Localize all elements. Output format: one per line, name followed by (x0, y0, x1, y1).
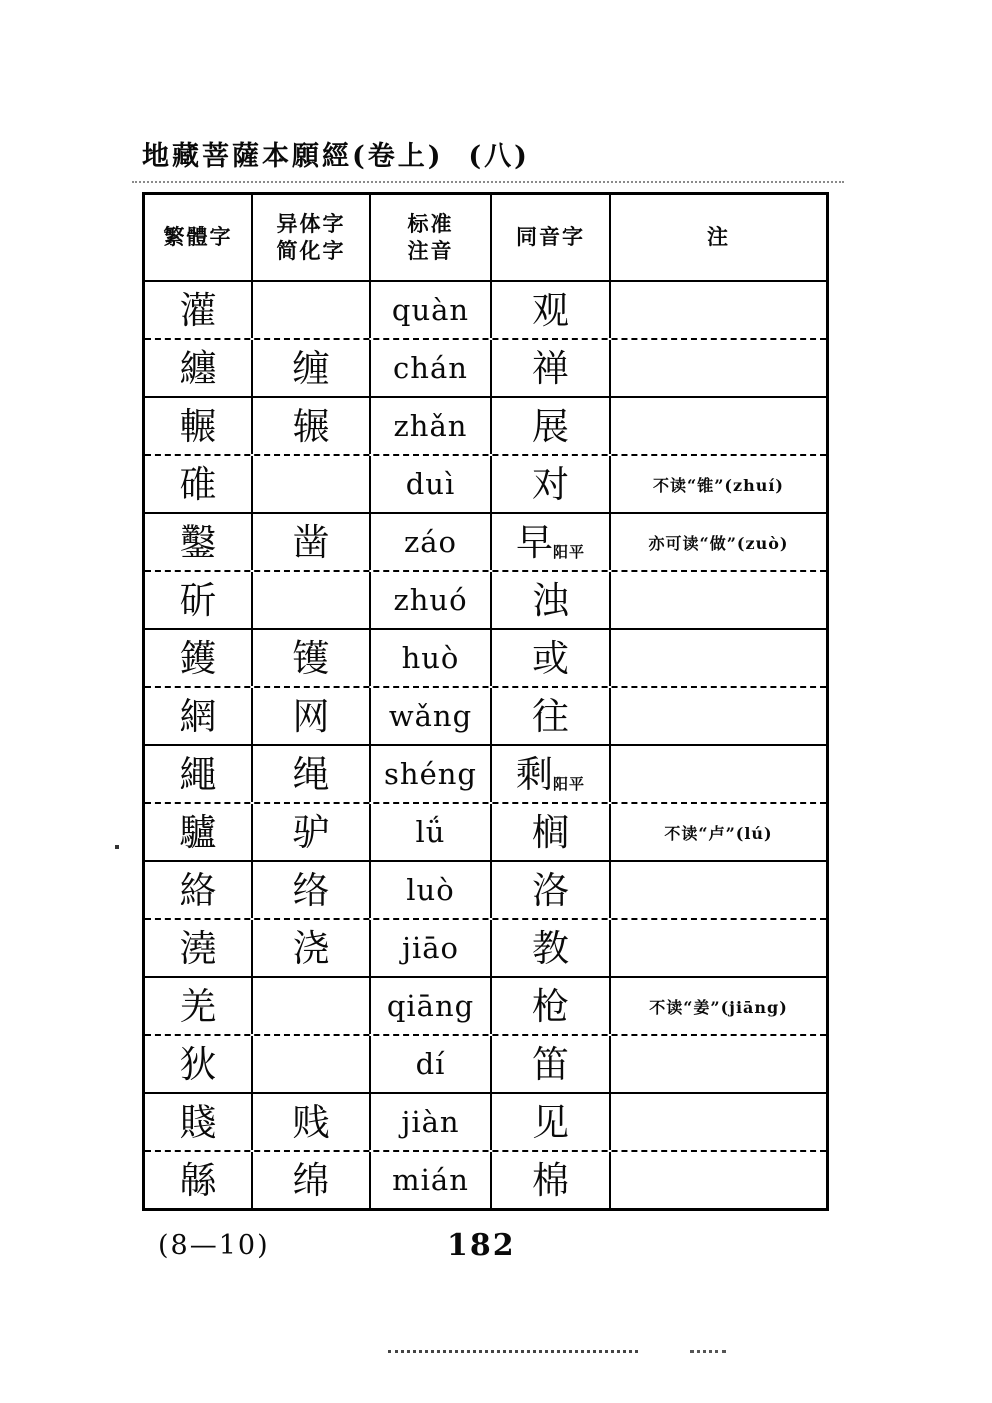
scan-noise-line (388, 1350, 638, 1353)
homophone-cell (490, 456, 609, 512)
pinyin-value: quàn (369, 282, 490, 338)
table-row (145, 570, 826, 628)
simplified-char: 缠 (251, 340, 369, 396)
header-standard-pinyin (369, 195, 490, 280)
header-variant-simplified (251, 195, 369, 280)
simplified-char (251, 282, 369, 338)
pinyin-value: jiāo (369, 920, 490, 976)
table-row (145, 1092, 826, 1150)
pinyin-value: mián (369, 1152, 490, 1208)
homophone-cell (490, 1094, 609, 1150)
table-row (145, 396, 826, 454)
simplified-char: 辗 (251, 398, 369, 454)
table-row (145, 280, 826, 338)
simplified-char: 浇 (251, 920, 369, 976)
table-row (145, 918, 826, 976)
traditional-char: 纏 (179, 346, 217, 390)
homophone-cell (490, 630, 609, 686)
pinyin-value: dí (369, 1036, 490, 1092)
traditional-char: 輾 (179, 404, 217, 448)
header-label: 繁體字 (163, 224, 233, 250)
note-text (609, 572, 826, 628)
table-row (145, 744, 826, 802)
note-text (609, 920, 826, 976)
simplified-char: 网 (251, 688, 369, 744)
note-text: 不读“锥”(zhuí) (609, 456, 826, 512)
note-text: 亦可读“做”(zuò) (609, 514, 826, 570)
header-label: 简化字 (276, 237, 346, 263)
note-text (609, 398, 826, 454)
traditional-char: 灌 (179, 288, 217, 332)
page-number: 182 (447, 1228, 516, 1263)
homophone-cell (490, 862, 609, 918)
pinyin-value: jiàn (369, 1094, 490, 1150)
note-text (609, 1152, 826, 1208)
simplified-char: 络 (251, 862, 369, 918)
table-row (145, 628, 826, 686)
homophone-char: 剩 (515, 752, 553, 796)
table-row (145, 454, 826, 512)
note-text (609, 862, 826, 918)
table-row (145, 802, 826, 860)
header-label: 注 (707, 224, 730, 250)
traditional-char: 緜 (179, 1158, 217, 1202)
homophone-cell (490, 572, 609, 628)
note-text (609, 1094, 826, 1150)
traditional-char: 繩 (179, 752, 217, 796)
homophone-char: 笛 (532, 1042, 569, 1086)
simplified-char (251, 456, 369, 512)
traditional-char: 網 (179, 694, 217, 738)
table-row (145, 512, 826, 570)
note-text (609, 1036, 826, 1092)
header-note (609, 195, 826, 280)
pinyin-value: duì (369, 456, 490, 512)
homophone-cell (490, 282, 609, 338)
homophone-cell (490, 398, 609, 454)
table-row (145, 686, 826, 744)
homophone-cell (490, 978, 609, 1034)
homophone-char: 榈 (532, 810, 569, 854)
scan-noise-line (690, 1350, 726, 1353)
table-row (145, 860, 826, 918)
homophone-cell (490, 920, 609, 976)
header-label: 同音字 (516, 224, 585, 250)
traditional-char: 羌 (179, 984, 217, 1028)
table-row (145, 976, 826, 1034)
homophone-cell (490, 1036, 609, 1092)
homophone-char: 或 (532, 636, 569, 680)
header-traditional (145, 195, 251, 280)
pinyin-value: lǘ (369, 804, 490, 860)
homophone-char: 观 (532, 288, 569, 332)
note-text (609, 340, 826, 396)
pinyin-value: zhuó (369, 572, 490, 628)
header-homophone (490, 195, 609, 280)
homophone-cell (490, 688, 609, 744)
simplified-char: 凿 (251, 514, 369, 570)
homophone-char: 早 (515, 520, 553, 564)
simplified-char: 镬 (251, 630, 369, 686)
homophone-char: 展 (532, 404, 569, 448)
traditional-char: 斫 (179, 578, 217, 622)
note-text (609, 688, 826, 744)
homophone-char: 教 (532, 926, 569, 970)
note-text: 不读“姜”(jiāng) (609, 978, 826, 1034)
traditional-char: 驢 (179, 810, 217, 854)
tone-annotation: 阳平 (552, 774, 585, 793)
scan-noise-dot (115, 845, 119, 849)
character-table (142, 192, 829, 1211)
traditional-char: 絡 (179, 868, 217, 912)
traditional-char: 賤 (179, 1100, 217, 1144)
homophone-cell (490, 746, 609, 802)
plate-number: (8—10) (158, 1230, 270, 1261)
homophone-cell (490, 1152, 609, 1208)
homophone-char: 浊 (532, 578, 569, 622)
homophone-cell (490, 804, 609, 860)
table-row (145, 1034, 826, 1092)
traditional-char: 鑊 (179, 636, 217, 680)
pinyin-value: luò (369, 862, 490, 918)
table-row (145, 1150, 826, 1208)
simplified-char: 绵 (251, 1152, 369, 1208)
homophone-cell (490, 340, 609, 396)
header-label: 注音 (407, 237, 454, 263)
note-text (609, 746, 826, 802)
page-title: 地藏菩薩本願經(卷上) (八) (142, 141, 530, 172)
pinyin-value: qiāng (369, 978, 490, 1034)
simplified-char: 驴 (251, 804, 369, 860)
simplified-char (251, 978, 369, 1034)
table-row (145, 338, 826, 396)
simplified-char (251, 572, 369, 628)
table-header-row (145, 195, 826, 280)
homophone-char: 棉 (532, 1158, 569, 1202)
note-text: 不读“卢”(lú) (609, 804, 826, 860)
header-label: 标准 (407, 211, 454, 237)
traditional-char: 碓 (179, 462, 217, 506)
pinyin-value: shéng (369, 746, 490, 802)
simplified-char (251, 1036, 369, 1092)
homophone-char: 禅 (532, 346, 569, 390)
homophone-char: 见 (532, 1100, 569, 1144)
pinyin-value: záo (369, 514, 490, 570)
traditional-char: 狄 (179, 1042, 217, 1086)
traditional-char: 鑿 (179, 520, 217, 564)
scan-noise-line (132, 181, 844, 183)
note-text (609, 630, 826, 686)
pinyin-value: zhǎn (369, 398, 490, 454)
homophone-cell (490, 514, 609, 570)
tone-annotation: 阳平 (552, 542, 585, 561)
traditional-char: 澆 (179, 926, 217, 970)
homophone-char: 枪 (532, 984, 569, 1028)
homophone-char: 往 (532, 694, 569, 738)
pinyin-value: chán (369, 340, 490, 396)
header-label: 异体字 (276, 211, 346, 237)
simplified-char: 贱 (251, 1094, 369, 1150)
homophone-char: 洛 (532, 868, 569, 912)
note-text (609, 282, 826, 338)
simplified-char: 绳 (251, 746, 369, 802)
pinyin-value: wǎng (369, 688, 490, 744)
pinyin-value: huò (369, 630, 490, 686)
homophone-char: 对 (532, 462, 569, 506)
